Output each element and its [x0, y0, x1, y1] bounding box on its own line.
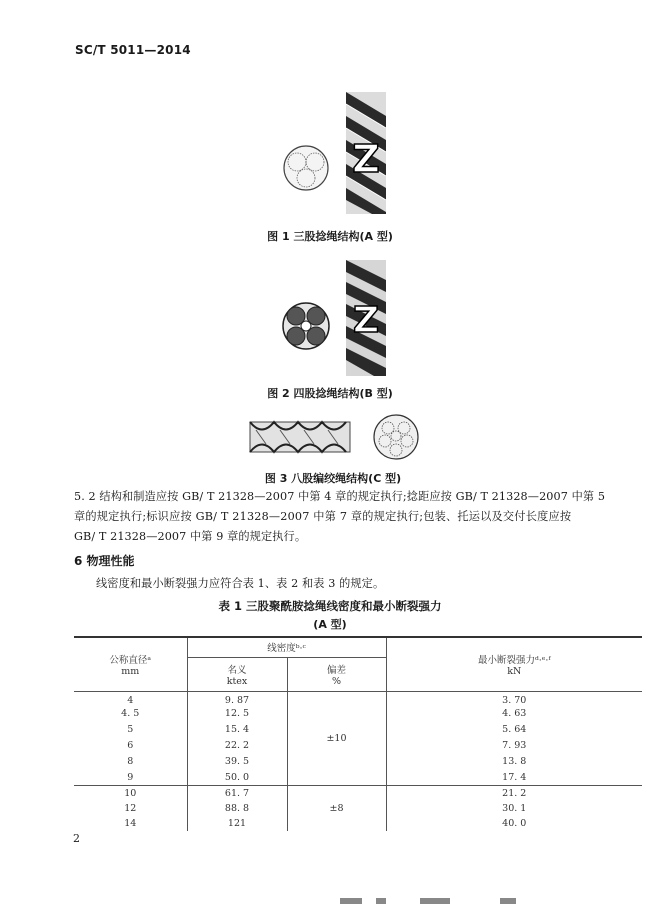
- cell-nominal: 61. 7: [187, 786, 287, 801]
- scan-artifact: [340, 898, 362, 904]
- paragraph-line: 5. 2 结构和制造应按 GB/ T 21328—2007 中第 4 章的规定执行;捻距应按 GB/ T 21328—2007 中第 5: [74, 490, 606, 503]
- header-label: 公称直径ᵃ: [109, 654, 152, 666]
- cell-nominal: 15. 4: [187, 722, 287, 738]
- twist-direction-label: Z: [352, 300, 380, 341]
- cell-nominal: 22. 2: [187, 738, 287, 754]
- cell-strength: 7. 93: [502, 740, 527, 751]
- paragraph-line: GB/ T 21328—2007 中第 9 章的规定执行。: [74, 530, 307, 543]
- cell-strength: 17. 4: [502, 771, 527, 783]
- cell-strength: 4. 63: [502, 708, 527, 719]
- twist-direction-label: Z: [352, 137, 380, 181]
- header-unit: kN: [507, 665, 522, 677]
- cell-deviation: ±8: [287, 786, 386, 831]
- cell-nominal: 121: [187, 816, 287, 831]
- cell-deviation: ±10: [287, 691, 386, 786]
- cell-strength: 3. 70: [502, 694, 527, 706]
- scan-artifact: [376, 898, 386, 904]
- cell-strength: 40. 0: [502, 817, 527, 829]
- cell-diameter: 5: [74, 722, 187, 738]
- cell-nominal: 88. 8: [187, 801, 287, 816]
- braided-rope-side-view: [250, 422, 350, 452]
- cell-diameter: 14: [74, 816, 187, 831]
- cell-diameter: 12: [74, 801, 187, 816]
- section-6-intro: 线密度和最小断裂强力应符合表 1、表 2 和表 3 的规定。: [96, 577, 385, 590]
- table-1-title: 表 1 三股聚酰胺捻绳线密度和最小断裂强力: [218, 599, 442, 613]
- cell-strength: 21. 2: [386, 786, 642, 801]
- header-cell-diameter: [74, 637, 187, 691]
- figure-1-caption: 图 1 三股捻绳结构(A 型): [267, 230, 393, 243]
- scan-artifact: [420, 898, 450, 904]
- four-strand-cross-section: [283, 303, 329, 349]
- figure-3-caption: 图 3 八股编绞绳结构(C 型): [264, 472, 402, 485]
- figure-3-illustration: [248, 412, 428, 462]
- figure-2-illustration: [280, 258, 400, 378]
- cell-diameter: 10: [74, 786, 187, 801]
- cell-diameter: 8: [74, 754, 187, 770]
- section-5-2-paragraph: [74, 487, 654, 547]
- figure-1-illustration: [280, 88, 400, 218]
- cell-diameter: 9: [74, 770, 187, 786]
- cell-nominal: 39. 5: [187, 754, 287, 770]
- section-6-title: 6 物理性能: [74, 554, 135, 568]
- header-unit: %: [331, 675, 342, 687]
- cell-nominal: 12. 5: [187, 706, 287, 722]
- header-unit: ktex: [226, 675, 248, 687]
- cell-nominal: 50. 0: [187, 770, 287, 786]
- cell-strength: 13. 8: [502, 756, 527, 767]
- cell-strength: 5. 64: [502, 724, 527, 735]
- paragraph-line: 章的规定执行;标识应按 GB/ T 21328—2007 中第 7 章的规定执行;包装、托运以及交付长度应按: [74, 510, 572, 523]
- header-label: 名义: [227, 664, 247, 676]
- table-row: [74, 786, 642, 801]
- header-unit: mm: [121, 665, 140, 677]
- document-code: SC/T 5011—2014: [75, 43, 191, 57]
- three-strand-cross-section: [284, 146, 328, 190]
- header-cell-deviation: [287, 657, 386, 691]
- header-label: 最小断裂强力ᵈ·ᵉ·ᶠ: [477, 654, 551, 666]
- header-cell-strength: [386, 637, 642, 691]
- figure-2-caption: 图 2 四股捻绳结构(B 型): [267, 387, 393, 400]
- page-number: 2: [73, 832, 80, 845]
- cell-strength: 30. 1: [502, 802, 527, 814]
- header-label: 偏差: [326, 664, 346, 676]
- header-cell-nominal: [187, 657, 287, 691]
- table-row: [74, 691, 642, 706]
- cell-diameter: 4. 5: [74, 706, 187, 722]
- table-1: [74, 636, 642, 831]
- cell-diameter: 6: [74, 738, 187, 754]
- header-cell-density: 线密度ᵇ·ᶜ: [187, 637, 386, 657]
- eight-strand-cross-section: [374, 415, 418, 459]
- cell-nominal: 9. 87: [187, 691, 287, 706]
- table-1-subtitle: (A 型): [313, 618, 347, 631]
- scan-artifact: [500, 898, 516, 904]
- cell-diameter: 4: [74, 691, 187, 706]
